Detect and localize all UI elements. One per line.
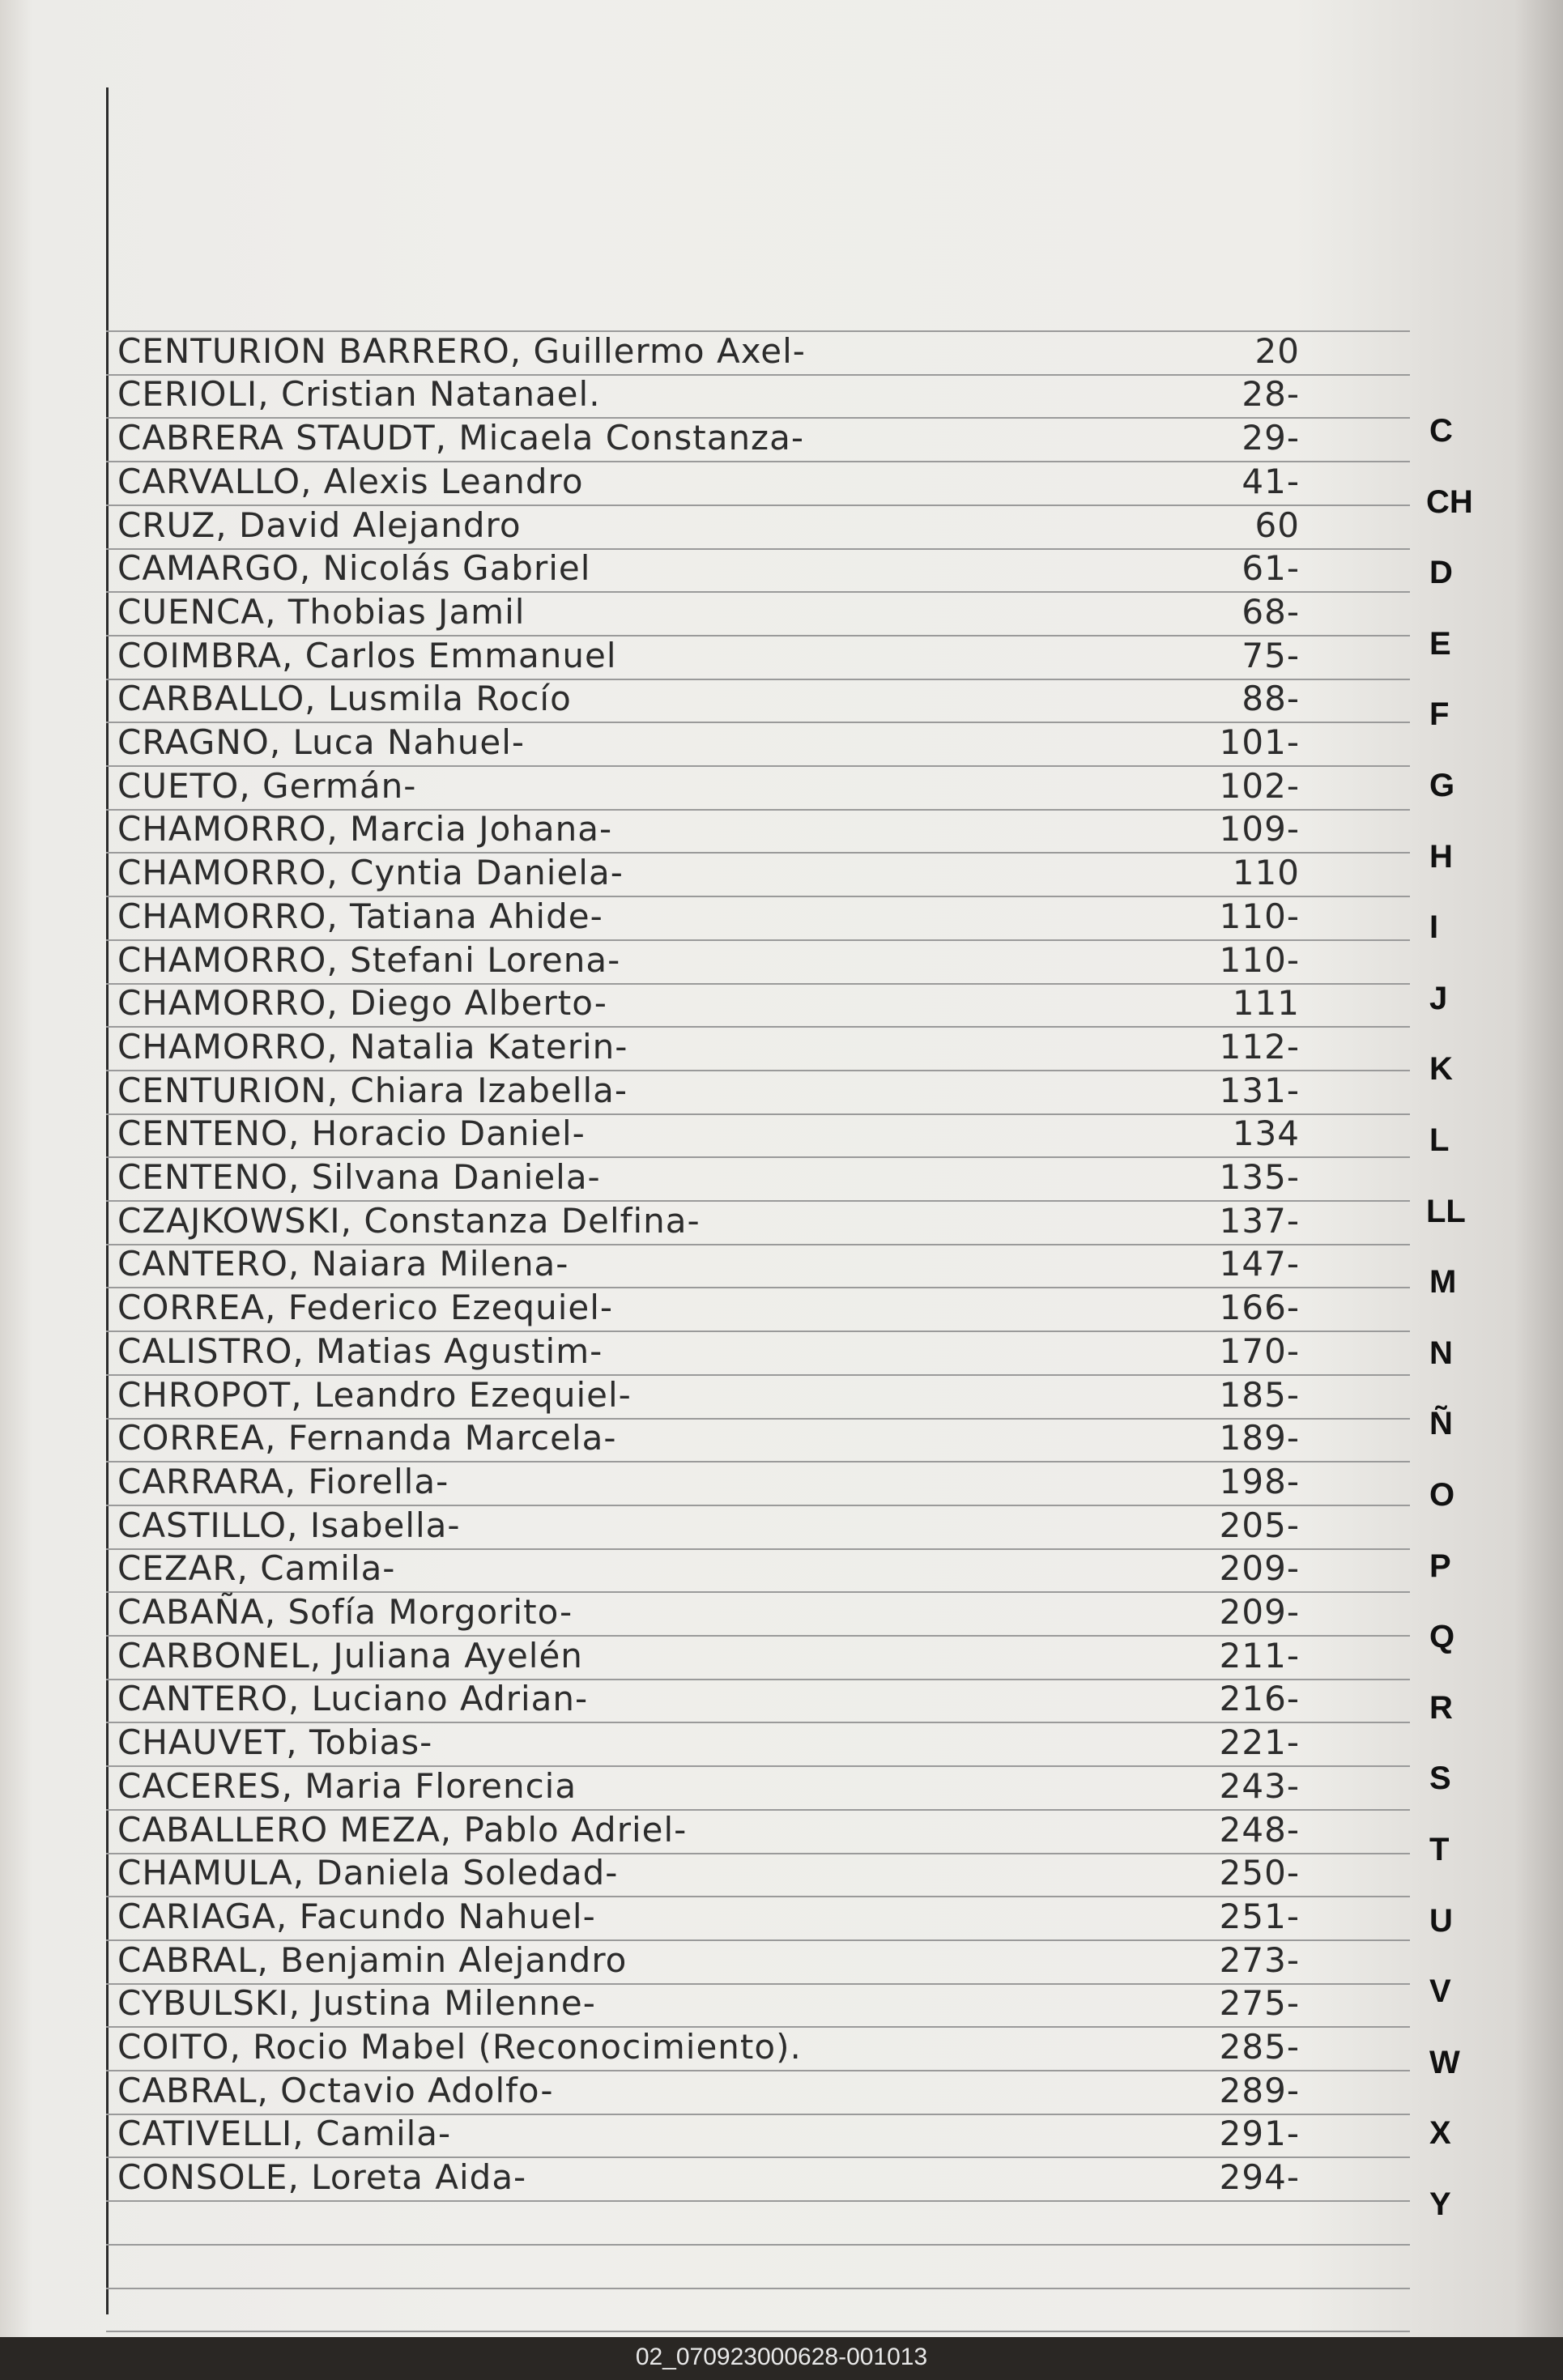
entry-row [117, 374, 1300, 415]
index-tab[interactable]: E [1429, 626, 1451, 662]
index-tab[interactable]: V [1429, 1973, 1451, 2009]
entry-page-number: 109- [1219, 809, 1300, 849]
entry-row [117, 1157, 1300, 1199]
entry-page-number: 170- [1219, 1331, 1300, 1371]
entry-page-number: 209- [1219, 1592, 1300, 1632]
entry-row [117, 1375, 1300, 1416]
entry-row [117, 1853, 1300, 1894]
ruled-line [106, 2288, 1410, 2289]
entry-name: CRAGNO, Luca Nahuel- [117, 722, 526, 762]
index-tab[interactable]: U [1429, 1903, 1453, 1939]
entry-row [117, 1418, 1300, 1459]
entry-name: CHAUVET, Tobias- [117, 1722, 433, 1762]
index-tab[interactable]: S [1429, 1761, 1451, 1796]
entry-page-number: 101- [1219, 722, 1300, 762]
entry-page-number: 205- [1219, 1505, 1300, 1545]
entry-page-number: 41- [1241, 462, 1300, 501]
entry-row [117, 1027, 1300, 1068]
entry-page-number: 110- [1219, 940, 1300, 980]
entry-row [117, 1679, 1300, 1720]
entry-row [117, 722, 1300, 764]
index-tab[interactable]: Y [1429, 2186, 1451, 2222]
entry-row [117, 1244, 1300, 1285]
entry-name: CARBONEL, Juliana Ayelén [117, 1636, 583, 1675]
entry-page-number: 20 [1254, 331, 1300, 371]
index-tab[interactable]: K [1429, 1051, 1453, 1087]
entry-row [117, 2157, 1300, 2199]
entry-name: CABRAL, Benjamin Alejandro [117, 1940, 628, 1980]
entry-name: CANTERO, Luciano Adrian- [117, 1679, 589, 1718]
entry-name: CORREA, Fernanda Marcela- [117, 1418, 617, 1458]
index-tab[interactable]: L [1429, 1122, 1450, 1158]
index-tab[interactable]: N [1429, 1335, 1453, 1371]
entry-name: CASTILLO, Isabella- [117, 1505, 461, 1545]
entry-page-number: 102- [1219, 766, 1300, 806]
index-tab[interactable]: R [1429, 1690, 1453, 1726]
entry-row [117, 1288, 1300, 1329]
entry-name: CABRAL, Octavio Adolfo- [117, 2071, 554, 2110]
entry-page-number: 134 [1232, 1113, 1300, 1153]
entry-page-number: 111 [1232, 983, 1300, 1023]
entry-name: CERIOLI, Cristian Natanael. [117, 374, 601, 414]
entry-name: CENTENO, Horacio Daniel- [117, 1113, 586, 1153]
entry-page-number: 251- [1219, 1897, 1300, 1936]
index-tab[interactable]: I [1429, 909, 1439, 945]
entry-name: CUETO, Germán- [117, 766, 417, 806]
entry-page-number: 137- [1219, 1201, 1300, 1241]
entry-row [117, 766, 1300, 807]
entry-page-number: 243- [1219, 1766, 1300, 1806]
entry-name: CHAMORRO, Cyntia Daniela- [117, 853, 624, 892]
entry-name: CENTENO, Silvana Daniela- [117, 1157, 601, 1197]
index-tab[interactable]: O [1429, 1477, 1455, 1513]
entry-name: CATIVELLI, Camila- [117, 2114, 452, 2153]
entry-name: CHAMORRO, Diego Alberto- [117, 983, 607, 1023]
index-tab[interactable]: T [1429, 1832, 1450, 1867]
entry-page-number: 250- [1219, 1853, 1300, 1893]
entry-page-number: 61- [1241, 548, 1300, 588]
entry-page-number: 285- [1219, 2027, 1300, 2067]
index-tab[interactable]: F [1429, 696, 1450, 732]
entry-name: CABAÑA, Sofía Morgorito- [117, 1592, 573, 1632]
entry-row [117, 2114, 1300, 2155]
entry-page-number: 166- [1219, 1288, 1300, 1327]
entry-name: CUENCA, Thobias Jamil [117, 592, 526, 632]
entry-page-number: 275- [1219, 1983, 1300, 2023]
index-tab[interactable]: Ñ [1429, 1406, 1453, 1441]
entry-name: CANTERO, Naiara Milena- [117, 1244, 569, 1284]
index-tab[interactable]: X [1429, 2115, 1451, 2151]
ruled-line [106, 2200, 1410, 2202]
entry-page-number: 75- [1241, 636, 1300, 675]
entry-page-number: 28- [1241, 374, 1300, 414]
entry-page-number: 68- [1241, 592, 1300, 632]
entry-row [117, 1940, 1300, 1982]
entry-row [117, 1810, 1300, 1851]
index-tab[interactable]: H [1429, 839, 1453, 875]
entry-page-number: 135- [1219, 1157, 1300, 1197]
footer-code: 02_070923000628-001013 [635, 2344, 928, 2370]
index-tab[interactable]: D [1429, 555, 1453, 590]
entry-row [117, 2027, 1300, 2068]
entry-row [117, 418, 1300, 459]
entry-name: CHAMULA, Daniela Soledad- [117, 1853, 619, 1893]
entry-row [117, 1983, 1300, 2024]
entry-name: CARBALLO, Lusmila Rocío [117, 679, 572, 718]
index-tab[interactable]: LL [1426, 1194, 1466, 1229]
entry-name: CACERES, Maria Florencia [117, 1766, 577, 1806]
entry-name: CABALLERO MEZA, Pablo Adriel- [117, 1810, 688, 1850]
entry-row [117, 1462, 1300, 1503]
entry-page-number: 29- [1241, 418, 1300, 458]
entry-row [117, 853, 1300, 894]
entry-name: CONSOLE, Loreta Aida- [117, 2157, 527, 2197]
entry-name: CZAJKOWSKI, Constanza Delfina- [117, 1201, 701, 1241]
entry-name: CAMARGO, Nicolás Gabriel [117, 548, 591, 588]
entry-row [117, 896, 1300, 938]
entry-page-number: 110- [1219, 896, 1300, 936]
entry-row [117, 1113, 1300, 1155]
entry-row [117, 1331, 1300, 1373]
entry-page-number: 112- [1219, 1027, 1300, 1067]
index-tab[interactable]: P [1429, 1548, 1451, 1584]
entry-page-number: 88- [1241, 679, 1300, 718]
entry-name: CHAMORRO, Marcia Johana- [117, 809, 613, 849]
index-tab[interactable]: C [1429, 413, 1453, 449]
entry-page-number: 248- [1219, 1810, 1300, 1850]
entry-name: CARRARA, Fiorella- [117, 1462, 449, 1501]
entry-row [117, 1201, 1300, 1242]
entry-row [117, 1897, 1300, 1938]
entry-row [117, 1548, 1300, 1590]
entry-page-number: 189- [1219, 1418, 1300, 1458]
entry-row [117, 592, 1300, 633]
index-tab[interactable]: W [1429, 2045, 1460, 2080]
entry-row [117, 548, 1300, 590]
entry-page-number: 131- [1219, 1071, 1300, 1110]
entry-name: CENTURION BARRERO, Guillermo Axel- [117, 331, 806, 371]
entry-name: CRUZ, David Alejandro [117, 505, 522, 545]
entry-row [117, 1071, 1300, 1112]
entry-row [117, 505, 1300, 547]
entry-row [117, 679, 1300, 720]
alphabet-index-tabs [1426, 0, 1527, 2337]
entry-row [117, 1636, 1300, 1677]
entry-row [117, 983, 1300, 1024]
entry-page-number: 291- [1219, 2114, 1300, 2153]
entry-page-number: 221- [1219, 1722, 1300, 1762]
entry-page-number: 110 [1232, 853, 1300, 892]
entry-page-number: 147- [1219, 1244, 1300, 1284]
entry-row [117, 809, 1300, 850]
entry-row [117, 2071, 1300, 2112]
entry-row [117, 462, 1300, 503]
entry-name: CORREA, Federico Ezequiel- [117, 1288, 614, 1327]
index-tab[interactable]: CH [1426, 484, 1473, 520]
entry-name: CHAMORRO, Natalia Katerin- [117, 1027, 628, 1067]
entry-page-number: 216- [1219, 1679, 1300, 1718]
entry-page-number: 211- [1219, 1636, 1300, 1675]
entry-page-number: 209- [1219, 1548, 1300, 1588]
entry-page-number: 198- [1219, 1462, 1300, 1501]
entry-name: COITO, Rocio Mabel (Reconocimiento). [117, 2027, 802, 2067]
entry-name: CARVALLO, Alexis Leandro [117, 462, 584, 501]
entry-name: CHROPOT, Leandro Ezequiel- [117, 1375, 632, 1415]
entry-name: CENTURION, Chiara Izabella- [117, 1071, 628, 1110]
entry-page-number: 289- [1219, 2071, 1300, 2110]
entry-row [117, 1592, 1300, 1633]
entry-row [117, 1766, 1300, 1807]
entry-name: COIMBRA, Carlos Emmanuel [117, 636, 617, 675]
entry-page-number: 185- [1219, 1375, 1300, 1415]
entry-name: CHAMORRO, Stefani Lorena- [117, 940, 621, 980]
entry-name: CYBULSKI, Justina Milenne- [117, 1983, 596, 2023]
entry-name: CHAMORRO, Tatiana Ahide- [117, 896, 603, 936]
entry-row [117, 636, 1300, 677]
index-tab[interactable]: G [1429, 768, 1455, 803]
index-tab[interactable]: J [1429, 981, 1448, 1016]
index-tab[interactable]: M [1429, 1264, 1457, 1300]
entry-name: CALISTRO, Matias Agustim- [117, 1331, 603, 1371]
entry-row [117, 940, 1300, 981]
entry-page-number: 60 [1254, 505, 1300, 545]
ruled-line [106, 2244, 1410, 2246]
entry-page-number: 273- [1219, 1940, 1300, 1980]
entry-row [117, 1505, 1300, 1547]
ruled-line [106, 2331, 1410, 2332]
entry-row [117, 1722, 1300, 1764]
entry-row [117, 331, 1300, 373]
entry-name: CARIAGA, Facundo Nahuel- [117, 1897, 596, 1936]
entry-name: CABRERA STAUDT, Micaela Constanza- [117, 418, 804, 458]
index-tab[interactable]: Q [1429, 1619, 1455, 1654]
entry-page-number: 294- [1219, 2157, 1300, 2197]
entry-name: CEZAR, Camila- [117, 1548, 396, 1588]
